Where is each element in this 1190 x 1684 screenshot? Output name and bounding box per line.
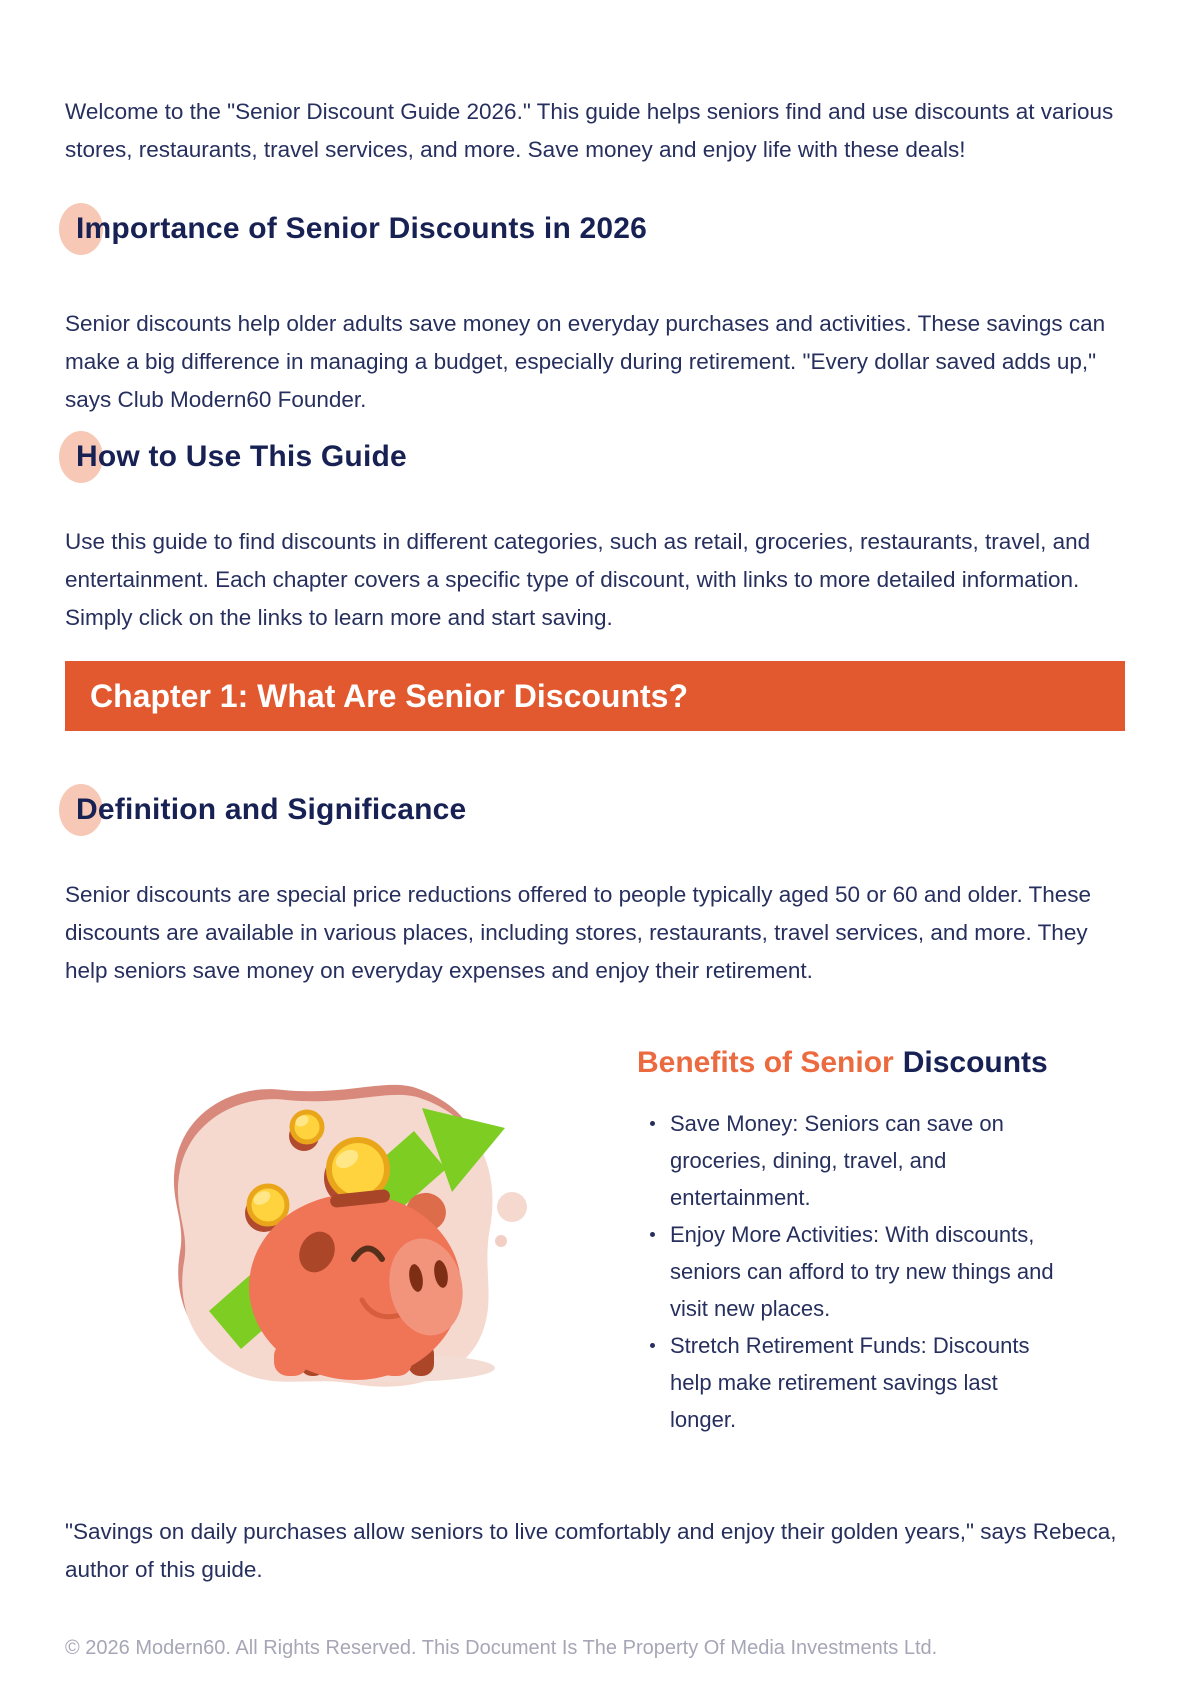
importance-paragraph: Senior discounts help older adults save money on everyday purchases and activities. These savings can make a big difference in managing a budget, especially during retirement. "Every dollar saved adds up," says Club Modern60 Founder. xyxy=(65,310,1106,412)
heading-definition xyxy=(76,793,466,827)
benefits-list-item: Enjoy More Activities: With discounts, seniors can afford to try new things and visit new places. xyxy=(648,1216,1060,1327)
heading-importance xyxy=(76,212,647,246)
benefits-heading-orange: Benefits of Senior xyxy=(637,1046,894,1079)
benefits-list xyxy=(648,1105,1060,1438)
benefits-list-item: Save Money: Seniors can save on groceries, dining, travel, and entertainment. xyxy=(648,1105,1060,1216)
benefits-heading-navy: Discounts xyxy=(902,1046,1048,1079)
heading-how-to-use-text: How to Use This Guide xyxy=(76,440,407,473)
how-to-use-paragraph: Use this guide to find discounts in different categories, such as retail, groceries, restaurants, travel, and entertainment. Each chapter covers a specific type of discount, with links to more detailed information. Simply click on the links to learn more and start saving. xyxy=(65,528,1091,630)
heading-how-to-use xyxy=(76,440,407,474)
benefits-list-item: Stretch Retirement Funds: Discounts help make retirement savings last longer. xyxy=(648,1327,1060,1438)
chapter-banner xyxy=(65,661,1125,731)
benefits-heading xyxy=(637,1046,1048,1080)
footer-copyright: © 2026 Modern60. All Rights Reserved. This Document Is The Property Of Media Investments Ltd. xyxy=(65,1637,938,1659)
decor-dot xyxy=(495,1235,507,1247)
intro-paragraph: Welcome to the "Senior Discount Guide 2026." This guide helps seniors find and use discounts at various stores, restaurants, travel services, and more. Save money and enjoy life with these deals! xyxy=(65,98,1114,162)
quote-paragraph: "Savings on daily purchases allow seniors to live comfortably and enjoy their golden years," says Rebeca, author of this guide. xyxy=(65,1518,1117,1582)
chapter-banner-title: Chapter 1: What Are Senior Discounts? xyxy=(90,678,688,714)
heading-definition-text: Definition and Significance xyxy=(76,793,467,826)
definition-paragraph: Senior discounts are special price reductions offered to people typically aged 50 or 60 and older. These discounts are available in various places, including stores, restaurants, travel services, and more. They help seniors save money on everyday expenses and enjoy their retirement. xyxy=(65,881,1092,983)
decor-dot xyxy=(497,1192,527,1222)
piggy-bank-illustration xyxy=(150,1000,570,1440)
heading-importance-text: Importance of Senior Discounts in 2026 xyxy=(76,212,648,245)
